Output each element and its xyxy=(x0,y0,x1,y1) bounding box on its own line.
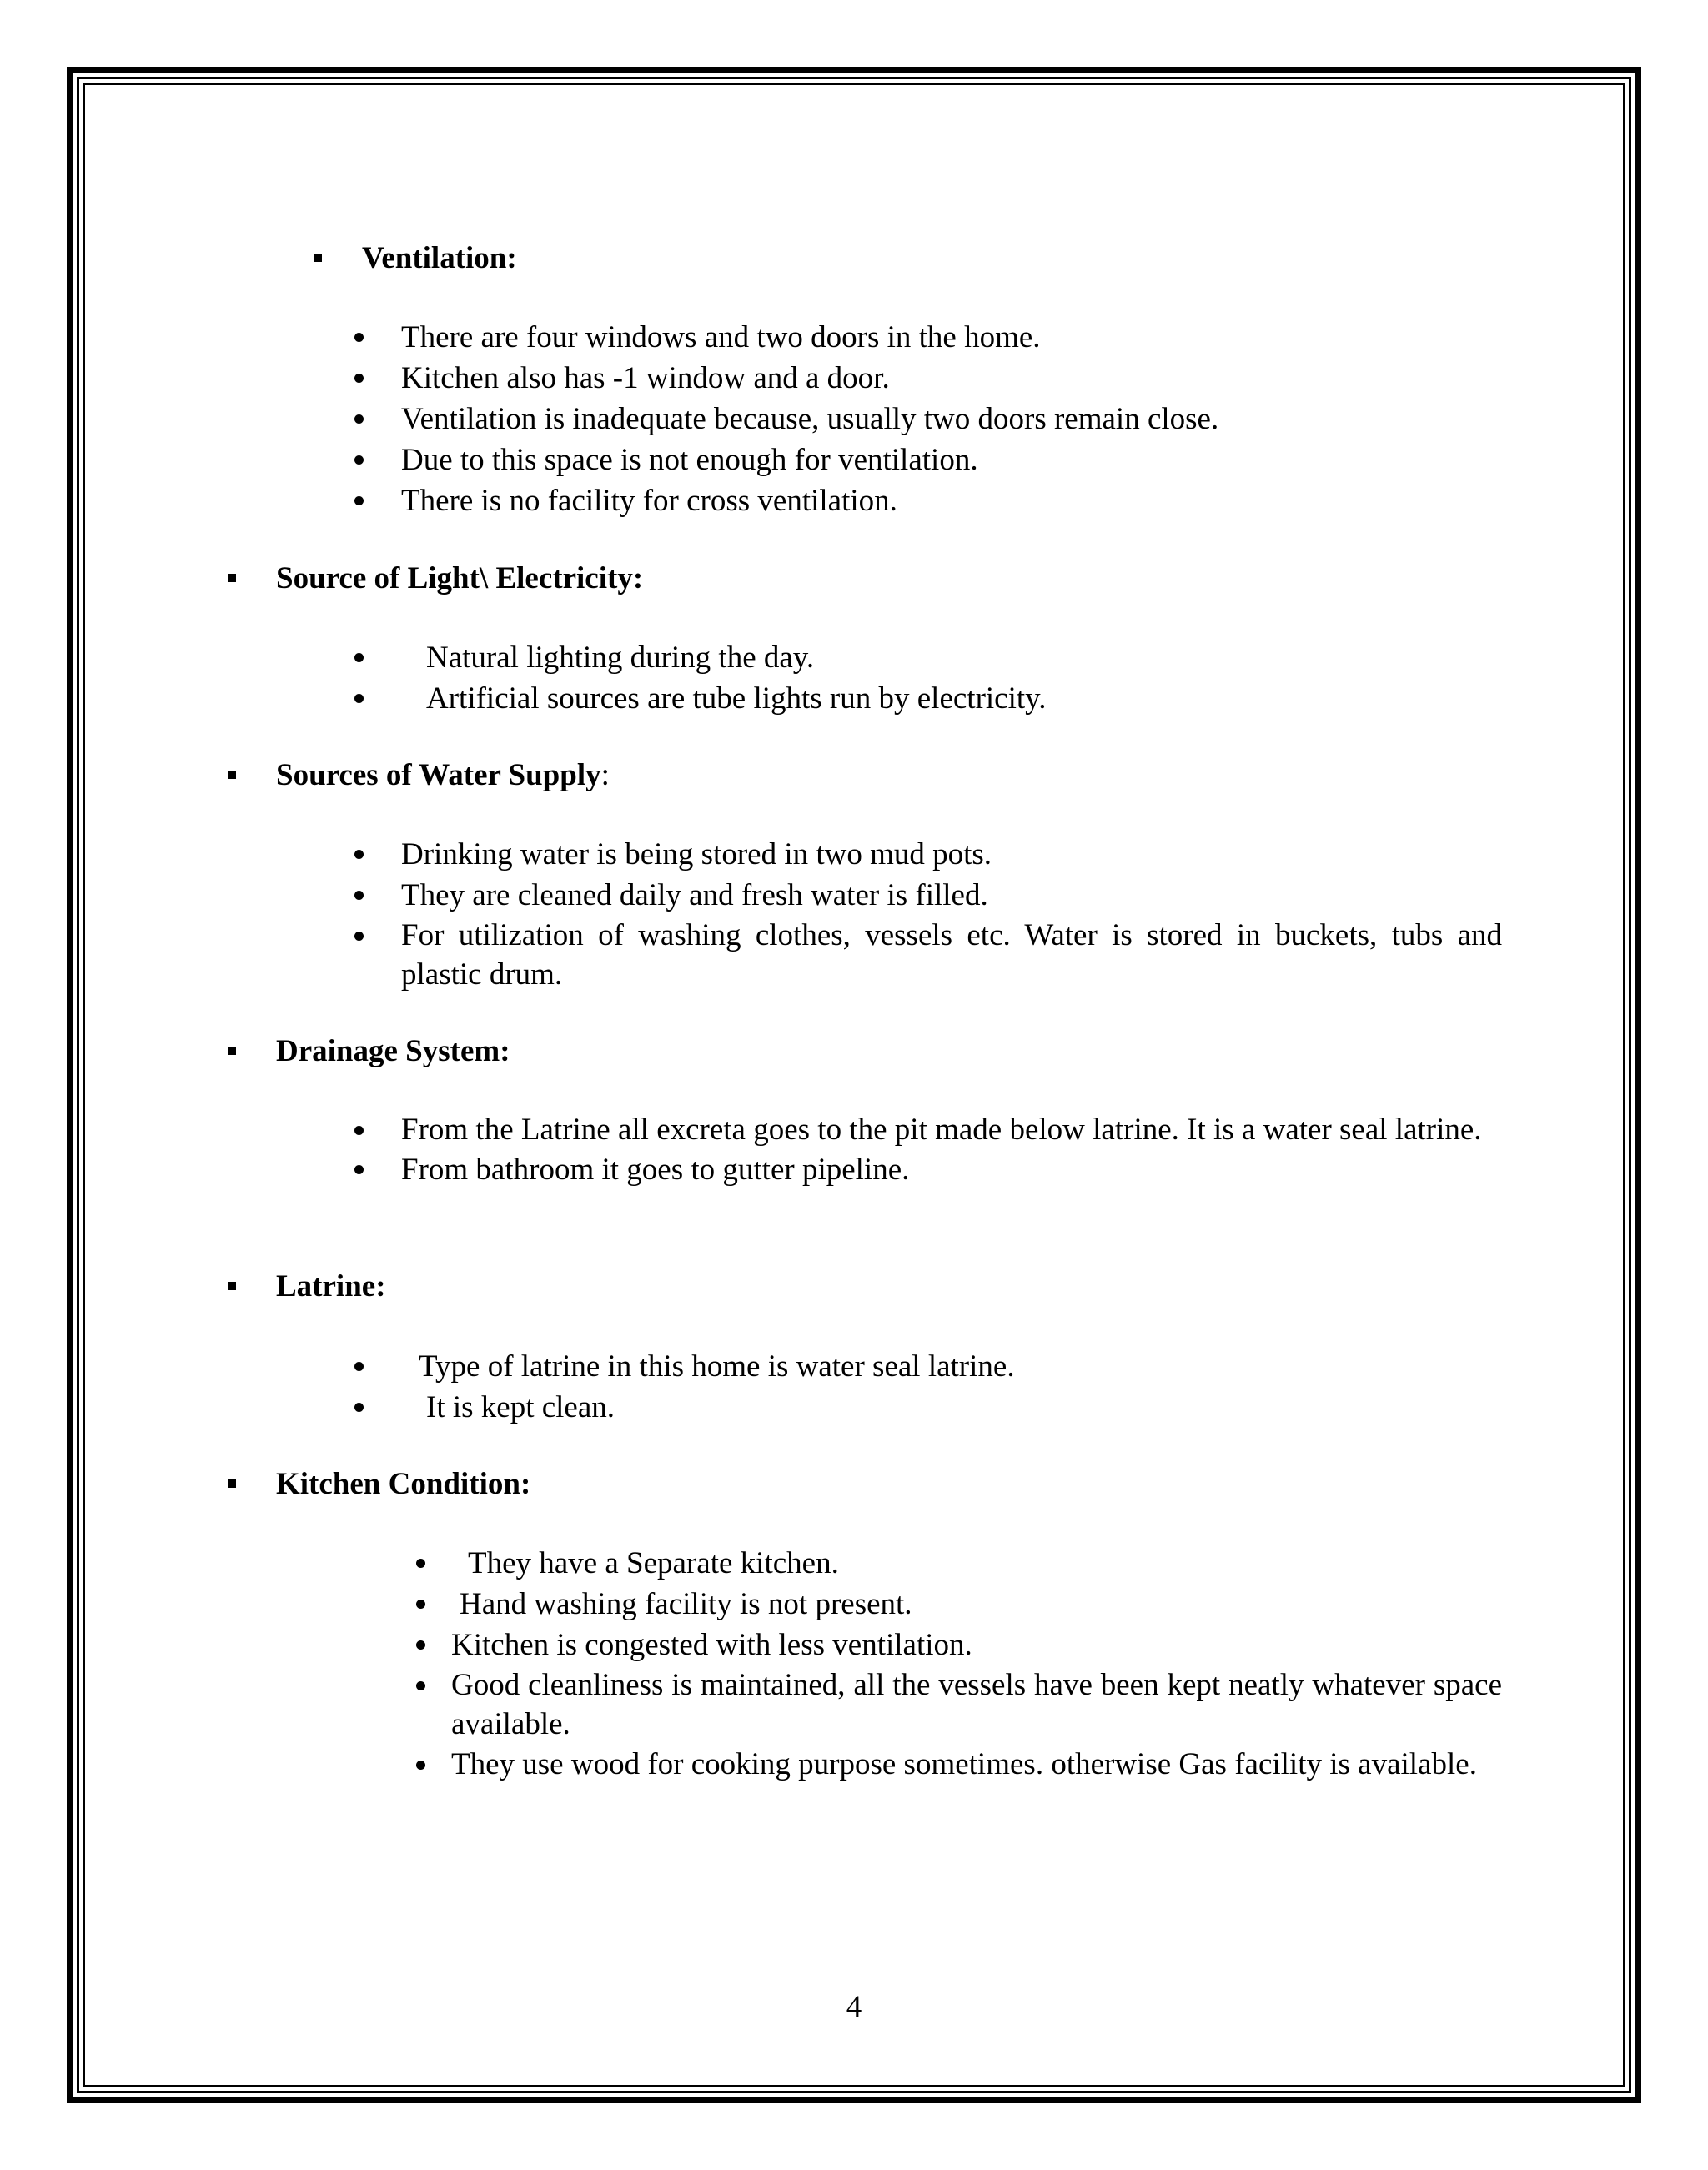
bullet-icon xyxy=(354,694,364,703)
section-heading-drainage: Drainage System: xyxy=(228,1032,236,1071)
list-item: They are cleaned daily and fresh water is filled. xyxy=(401,875,1502,916)
bullet-icon xyxy=(354,653,364,662)
bullet-icon xyxy=(354,1362,364,1371)
list-item: For utilization of washing clothes, vessels etc. Water is stored in buckets, tubs and plastic drum. xyxy=(401,916,1502,994)
bullet-icon xyxy=(416,1559,425,1568)
list-item: They have a Separate kitchen. xyxy=(451,1543,1502,1584)
square-bullet-icon xyxy=(228,574,236,582)
square-bullet-icon xyxy=(228,1047,236,1055)
page-number: 4 xyxy=(846,1990,862,2024)
bullet-icon xyxy=(354,850,364,859)
square-bullet-icon xyxy=(314,254,322,262)
bullet-icon xyxy=(416,1681,425,1690)
list-item: From the Latrine all excreta goes to the pit made below latrine. It is a water seal latrine. xyxy=(401,1110,1502,1149)
kitchen-list xyxy=(451,1543,1502,1784)
light-list xyxy=(426,637,1502,719)
list-item: Drinking water is being stored in two mud pots. xyxy=(401,834,1502,875)
ventilation-list xyxy=(401,317,1502,521)
bullet-icon xyxy=(354,1165,364,1174)
latrine-list xyxy=(419,1346,1502,1428)
list-item: There are four windows and two doors in the home. xyxy=(401,317,1502,358)
bullet-icon xyxy=(354,455,364,465)
section-heading-latrine: Latrine: xyxy=(228,1268,236,1306)
drainage-list xyxy=(401,1110,1502,1190)
section-heading-light: Source of Light\ Electricity: xyxy=(228,560,236,598)
section-heading-water-supply: Sources of Water Supply: xyxy=(228,756,236,795)
water-supply-list xyxy=(401,834,1502,994)
bullet-icon xyxy=(354,932,364,941)
list-item: Artificial sources are tube lights run by electricity. xyxy=(426,678,1502,719)
bullet-icon xyxy=(354,1403,364,1412)
square-bullet-icon xyxy=(228,1479,236,1488)
section-heading-ventilation: Ventilation: xyxy=(314,239,322,278)
bullet-icon xyxy=(354,1126,364,1135)
square-bullet-icon xyxy=(228,771,236,779)
list-item: There is no facility for cross ventilation. xyxy=(401,480,1502,521)
list-item: Ventilation is inadequate because, usually two doors remain close. xyxy=(401,399,1502,440)
bullet-icon xyxy=(416,1640,425,1650)
list-item: Good cleanliness is maintained, all the vessels have been kept neatly whatever space available. xyxy=(451,1665,1502,1744)
bullet-icon xyxy=(354,496,364,505)
list-item: Natural lighting during the day. xyxy=(426,637,1502,678)
list-item: From bathroom it goes to gutter pipeline. xyxy=(401,1149,1502,1190)
section-heading-kitchen: Kitchen Condition: xyxy=(228,1465,236,1504)
list-item: Type of latrine in this home is water seal latrine. xyxy=(419,1346,1502,1387)
square-bullet-icon xyxy=(228,1282,236,1290)
bullet-icon xyxy=(416,1600,425,1609)
list-item: Kitchen is congested with less ventilation. xyxy=(451,1625,1502,1665)
bullet-icon xyxy=(354,891,364,900)
list-item: Due to this space is not enough for ventilation. xyxy=(401,440,1502,480)
bullet-icon xyxy=(416,1761,425,1770)
list-item: They use wood for cooking purpose sometimes. otherwise Gas facility is available. xyxy=(451,1745,1502,1784)
list-item: Hand washing facility is not present. xyxy=(451,1584,1502,1625)
bullet-icon xyxy=(354,374,364,383)
bullet-icon xyxy=(354,414,364,424)
list-item: It is kept clean. xyxy=(419,1387,1502,1428)
list-item: Kitchen also has -1 window and a door. xyxy=(401,358,1502,399)
bullet-icon xyxy=(354,333,364,342)
